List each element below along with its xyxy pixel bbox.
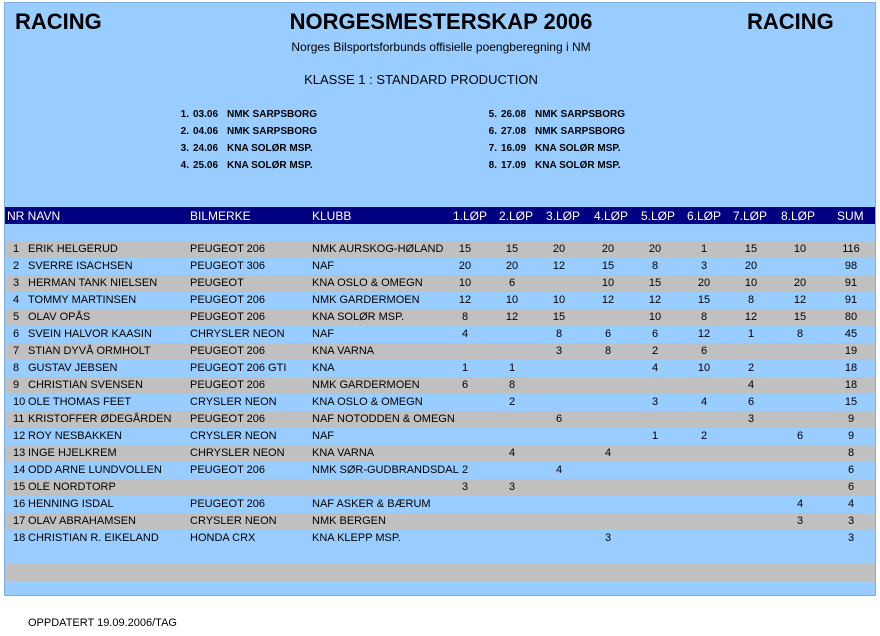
table-row [5,360,875,377]
car-make: PEUGEOT 206 [190,379,265,391]
race-number: 4. [180,160,189,171]
total-points: 18 [844,362,858,374]
row-nr: 8 [13,362,20,374]
race-entry [173,109,317,120]
race-place: KNA SOLØR MSP. [535,160,621,171]
race-entry [173,126,317,137]
race-points: 20 [697,277,711,289]
club-name: NMK AURSKOG-HØLAND [312,243,444,255]
driver-name: CHRISTIAN SVENSEN [28,379,143,391]
driver-name: CHRISTIAN R. EIKELAND [28,532,159,544]
row-nr: 15 [13,481,26,493]
race-points: 3 [700,260,708,272]
race-date: 04.06 [193,126,219,137]
driver-name: SVEIN HALVOR KAASIN [28,328,152,340]
spacer-row [5,564,875,581]
race-points: 6 [747,396,755,408]
race-points: 1 [508,362,516,374]
driver-name: INGE HJELKREM [28,447,117,459]
driver-name: TOMMY MARTINSEN [28,294,137,306]
race-points: 3 [461,481,469,493]
race-points: 15 [552,311,566,323]
page-subtitle: Norges Bilsportsforbunds offisielle poengberegning i NM [291,40,591,54]
race-date: 16.09 [501,143,527,154]
race-points: 4 [555,464,563,476]
race-number: 5. [488,109,497,120]
total-points: 9 [847,430,855,442]
row-nr: 5 [13,311,20,323]
club-name: KNA [312,362,335,374]
race-date: 03.06 [193,109,219,120]
car-make: PEUGEOT 206 [190,498,265,510]
race-points: 3 [747,413,755,425]
race-points: 6 [604,328,612,340]
club-name: NMK GARDERMOEN [312,379,420,391]
driver-name: HENNING ISDAL [28,498,114,510]
race-points: 10 [601,277,615,289]
driver-name: OLE THOMAS FEET [28,396,132,408]
race-points: 6 [700,345,708,357]
spacer-row [5,547,875,564]
race-points: 3 [604,532,612,544]
race-place: NMK SARPSBORG [535,126,626,137]
race-points: 10 [458,277,472,289]
driver-name: OLE NORDTORP [28,481,116,493]
race-points: 4 [747,379,755,391]
table-row [5,241,875,258]
club-name: NMK BERGEN [312,515,386,527]
table-row [5,326,875,343]
race-entry [481,126,625,137]
total-points: 9 [847,413,855,425]
total-points: 116 [842,243,860,255]
club-name: NAF [312,260,334,272]
driver-name: ROY NESBAKKEN [28,430,122,442]
race-points: 12 [601,294,615,306]
driver-name: SVERRE ISACHSEN [28,260,133,272]
table-row [5,428,875,445]
car-make: CRYSLER NEON [190,396,277,408]
car-make: PEUGEOT 206 [190,413,265,425]
race-date: 26.08 [501,109,527,120]
car-make: PEUGEOT 206 GTI [190,362,287,374]
race-points: 12 [458,294,472,306]
club-name: KNA SOLØR MSP. [312,311,405,323]
row-nr: 3 [13,277,20,289]
total-points: 45 [844,328,858,340]
total-points: 4 [847,498,855,510]
row-nr: 10 [13,396,26,408]
race-points: 1 [461,362,469,374]
col-lop-2: 2.LØP [499,209,534,223]
table-row [5,343,875,360]
race-points: 12 [793,294,807,306]
row-nr: 17 [13,515,26,527]
race-place: NMK SARPSBORG [227,126,318,137]
car-make: HONDA CRX [190,532,256,544]
race-points: 20 [505,260,519,272]
total-points: 80 [844,311,858,323]
race-points: 12 [744,311,758,323]
driver-name: OLAV ABRAHAMSEN [28,515,136,527]
race-points: 3 [508,481,516,493]
race-points: 10 [552,294,566,306]
race-points: 1 [651,430,659,442]
row-nr: 9 [13,379,20,391]
row-nr: 1 [13,243,20,255]
race-number: 8. [488,160,497,171]
race-place: KNA SOLØR MSP. [227,160,313,171]
racing-right-label: RACING [747,9,834,34]
total-points: 6 [847,464,855,476]
col-klubb: KLUBB [312,209,352,223]
race-date: 25.06 [193,160,219,171]
race-place: NMK SARPSBORG [227,109,318,120]
table-row [5,445,875,462]
driver-name: HERMAN TANK NIELSEN [28,277,158,289]
col-bilmerke: BILMERKE [190,209,251,223]
car-make: PEUGEOT 306 [190,260,265,272]
total-points: 8 [847,447,855,459]
race-points: 20 [458,260,472,272]
total-points: 3 [847,532,855,544]
updated-note: OPPDATERT 19.09.2006/TAG [28,617,177,629]
race-points: 12 [697,328,711,340]
race-points: 6 [508,277,516,289]
table-row [5,292,875,309]
race-points: 4 [700,396,708,408]
race-date: 17.09 [501,160,527,171]
race-points: 1 [747,328,755,340]
table-row [5,479,875,496]
col-lop-5: 5.LØP [641,209,676,223]
club-name: NMK GARDERMOEN [312,294,420,306]
club-name: KNA VARNA [312,447,375,459]
race-points: 1 [700,243,708,255]
race-number: 1. [180,109,189,120]
race-date: 24.06 [193,143,219,154]
table-row [5,309,875,326]
class-label: KLASSE 1 : STANDARD PRODUCTION [304,72,538,87]
race-points: 15 [458,243,472,255]
race-points: 20 [601,243,615,255]
col-lop-3: 3.LØP [546,209,581,223]
race-points: 15 [744,243,758,255]
race-points: 15 [793,311,807,323]
car-make: PEUGEOT [190,277,244,289]
race-points: 3 [796,515,804,527]
race-place: KNA SOLØR MSP. [535,143,621,154]
race-points: 8 [461,311,469,323]
race-date: 27.08 [501,126,527,137]
race-points: 8 [508,379,516,391]
table-header [5,207,875,224]
total-points: 91 [844,294,858,306]
club-name: NAF NOTODDEN & OMEGN [312,413,455,425]
page-title: NORGESMESTERSKAP 2006 [289,9,593,34]
row-nr: 4 [13,294,20,306]
race-points: 10 [505,294,519,306]
col-lop-6: 6.LØP [687,209,722,223]
car-make: CRYSLER NEON [190,430,277,442]
race-points: 8 [796,328,804,340]
race-points: 2 [747,362,755,374]
club-name: NMK SØR-GUDBRANDSDAL [312,464,459,476]
race-points: 3 [651,396,659,408]
race-points: 8 [604,345,612,357]
race-points: 2 [651,345,659,357]
car-make: PEUGEOT 206 [190,294,265,306]
table-row [5,513,875,530]
row-nr: 18 [13,532,26,544]
table-row [5,275,875,292]
driver-name: ODD ARNE LUNDVOLLEN [28,464,162,476]
race-points: 4 [461,328,469,340]
club-name: NAF ASKER & BÆRUM [312,498,431,510]
driver-name: GUSTAV JEBSEN [28,362,118,374]
race-points: 10 [793,243,807,255]
car-make: CHRYSLER NEON [190,447,285,459]
race-points: 8 [555,328,563,340]
table-row [5,377,875,394]
driver-name: STIAN DYVÅ ORMHOLT [28,345,151,357]
race-points: 4 [604,447,612,459]
total-points: 6 [847,481,855,493]
col-lop-4: 4.LØP [594,209,629,223]
race-points: 10 [744,277,758,289]
col-lop-8: 8.LØP [781,209,816,223]
race-number: 2. [180,126,189,137]
total-points: 19 [844,345,858,357]
race-place: NMK SARPSBORG [535,109,626,120]
table-row [5,394,875,411]
race-points: 20 [793,277,807,289]
race-points: 2 [700,430,708,442]
row-nr: 14 [13,464,26,476]
club-name: KNA KLEPP MSP. [312,532,401,544]
race-points: 3 [555,345,563,357]
race-points: 6 [461,379,469,391]
club-name: NAF [312,430,334,442]
row-nr: 13 [13,447,26,459]
race-points: 2 [461,464,469,476]
col-lop-7: 7.LØP [733,209,768,223]
car-make: CRYSLER NEON [190,515,277,527]
total-points: 15 [844,396,858,408]
row-nr: 2 [13,260,20,272]
race-entry [481,143,621,154]
race-points: 4 [651,362,659,374]
race-entry [481,109,625,120]
club-name: KNA OSLO & OMEGN [312,396,423,408]
race-points: 12 [505,311,519,323]
race-points: 15 [697,294,711,306]
car-make: PEUGEOT 206 [190,464,265,476]
standings-sheet [4,2,876,596]
race-points: 12 [648,294,662,306]
col-sum: SUM [837,209,864,223]
col-lop-1: 1.LØP [453,209,488,223]
car-make: PEUGEOT 206 [190,345,265,357]
race-points: 4 [508,447,516,459]
race-points: 6 [796,430,804,442]
driver-name: KRISTOFFER ØDEGÅRDEN [28,413,172,425]
race-points: 20 [552,243,566,255]
row-nr: 12 [13,430,26,442]
club-name: KNA VARNA [312,345,375,357]
row-nr: 7 [13,345,20,357]
total-points: 18 [844,379,858,391]
race-points: 8 [747,294,755,306]
table-row [5,530,875,547]
race-entry [481,160,621,171]
race-points: 12 [552,260,566,272]
race-place: KNA SOLØR MSP. [227,143,313,154]
race-points: 10 [697,362,711,374]
club-name: NAF [312,328,334,340]
race-points: 10 [648,311,662,323]
race-points: 20 [648,243,662,255]
table-row [5,258,875,275]
race-points: 8 [651,260,659,272]
race-entry [173,160,313,171]
race-points: 20 [744,260,758,272]
race-points: 15 [601,260,615,272]
total-points: 98 [844,260,858,272]
racing-left-label: RACING [15,9,102,34]
table-row [5,462,875,479]
race-points: 15 [648,277,662,289]
race-points: 2 [508,396,516,408]
table-row [5,496,875,513]
driver-name: OLAV OPÅS [28,311,91,323]
race-points: 6 [651,328,659,340]
total-points: 3 [847,515,855,527]
race-points: 6 [555,413,563,425]
spacer-row [5,224,875,241]
race-points: 4 [796,498,804,510]
row-nr: 6 [13,328,20,340]
race-points: 8 [700,311,708,323]
race-number: 3. [180,143,189,154]
car-make: PEUGEOT 206 [190,243,265,255]
row-nr: 11 [13,413,25,425]
col-nr-navn: NR NAVN [7,209,61,223]
driver-name: ERIK HELGERUD [28,243,118,255]
race-entry [173,143,313,154]
row-nr: 16 [13,498,26,510]
car-make: PEUGEOT 206 [190,311,265,323]
race-number: 7. [488,143,497,154]
race-points: 15 [505,243,519,255]
race-number: 6. [488,126,497,137]
table-row [5,411,875,428]
car-make: CHRYSLER NEON [190,328,285,340]
total-points: 91 [844,277,858,289]
club-name: KNA OSLO & OMEGN [312,277,423,289]
